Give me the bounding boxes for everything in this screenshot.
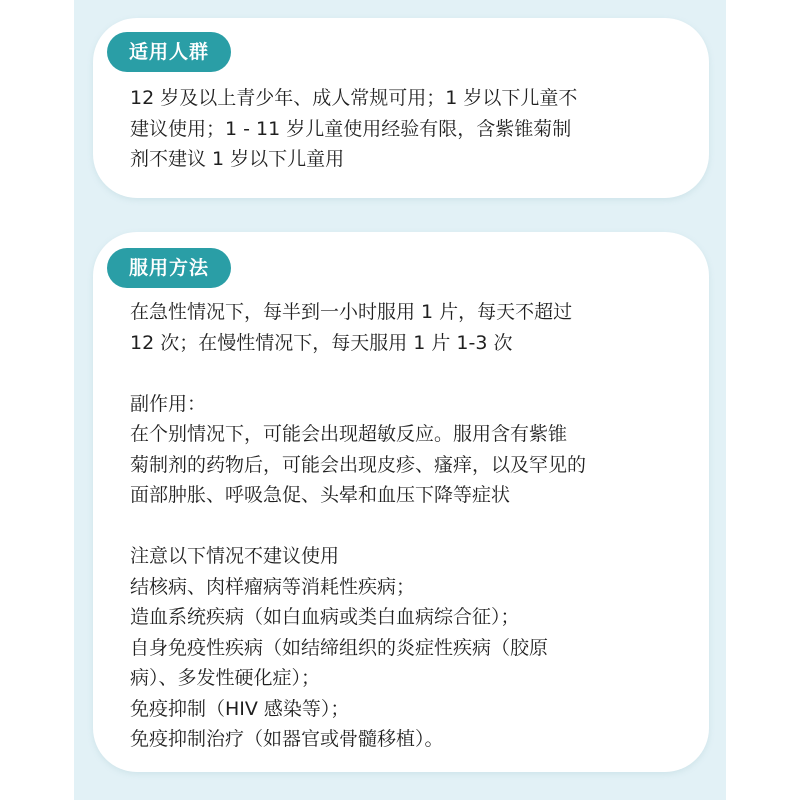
- text-line: 免疫抑制（HIV 感染等）；: [130, 697, 350, 720]
- text-line: 免疫抑制治疗（如器官或骨髓移植）。: [130, 728, 444, 750]
- text-line: 病）、多发性硬化症）；: [130, 667, 321, 689]
- text-line: 自身免疫性疾病（如结缔组织的炎症性疾病（胶原: [130, 636, 549, 659]
- text-line: 12 岁及以上青少年、成人常规可用；1 岁以下儿童不: [130, 87, 578, 109]
- usage-card: [93, 232, 709, 772]
- text-line: 12 次；在慢性情况下，每天服用 1 片 1-3 次: [130, 331, 513, 354]
- text-line: 在个别情况下，可能会出现超敏反应。服用含有紫锥: [130, 423, 568, 445]
- text-line: 剂不建议 1 岁以下儿童用: [130, 148, 345, 170]
- text-line: [130, 358, 681, 389]
- population-section-label: 适用人群: [107, 32, 231, 72]
- text-line: 在急性情况下，每半到一小时服用 1 片，每天不超过: [130, 301, 573, 323]
- contraindications-heading: 注意以下情况不建议使用: [130, 545, 340, 567]
- text-line: 造血系统疾病（如白血病或类白血病综合征）；: [130, 606, 520, 628]
- text-line: 面部肿胀、呼吸急促、头晕和血压下降等症状: [130, 484, 511, 506]
- side-effects-heading: 副作用：: [130, 392, 207, 415]
- text-line: 建议使用；1 - 11 岁儿童使用经验有限，含紫锥菊制: [130, 117, 572, 140]
- usage-section-label: 服用方法: [107, 248, 231, 288]
- text-line: 菊制剂的药物后，可能会出现皮疹、瘙痒，以及罕见的: [130, 453, 587, 476]
- population-text: [130, 83, 681, 175]
- text-line: 结核病、肉样瘤病等消耗性疾病；: [130, 575, 416, 598]
- text-line: [130, 511, 681, 542]
- population-card: [93, 18, 709, 198]
- usage-text: [130, 297, 681, 755]
